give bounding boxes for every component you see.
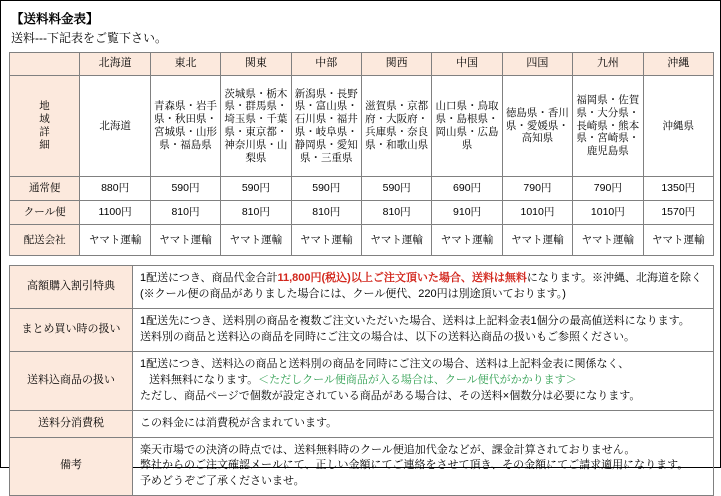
note-body-discount: [133, 266, 714, 309]
fee-table-body: [10, 76, 714, 256]
cool-price-chubu: 810円: [291, 201, 361, 225]
cool-price-kanto: 810円: [221, 201, 291, 225]
note-text: 送料無料になります。: [149, 373, 259, 386]
carrier-row: [10, 225, 714, 256]
row-header-carrier: 配送会社: [10, 225, 80, 256]
carrier-okinawa: ヤマト運輸: [643, 225, 713, 256]
column-header-kyushu: 九州: [573, 53, 643, 76]
column-header-shikoku: 四国: [502, 53, 572, 76]
note-line: [140, 458, 706, 474]
note-row-discount: [10, 266, 714, 309]
cool-delivery-row: [10, 201, 714, 225]
region-detail-tohoku: 青森県・岩手県・秋田県・宮城県・山形県・福島県: [150, 76, 220, 177]
region-detail-kansai: 滋賀県・京都府・大阪府・兵庫県・奈良県・和歌山県: [361, 76, 431, 177]
note-row-bulk: [10, 308, 714, 351]
column-header-kanto: 関東: [221, 53, 291, 76]
note-text: 弊社からのご注文確認メールにて、正しい金額にてご連絡をさせて頂き、その金額にてご請求適用になります。: [140, 459, 689, 472]
row-header-normal-delivery: 通常便: [10, 177, 80, 201]
normal-price-okinawa: 1350円: [643, 177, 713, 201]
subtitle-text: 送料---下記表をご覧下さい。: [11, 31, 167, 45]
column-header-okinawa: 沖縄: [643, 53, 713, 76]
shipping-notes-body: [10, 266, 714, 496]
note-line: [140, 357, 706, 373]
page-title: [11, 9, 712, 27]
note-header-tax: 送料分消費税: [10, 410, 133, 437]
fee-table-corner: [10, 53, 80, 76]
normal-price-chugoku: 690円: [432, 177, 502, 201]
note-text: 1配送につき、送料込の商品と送料別の商品を同時にご注文の場合、送料は上記料金表に関係なく、: [140, 357, 630, 370]
normal-delivery-row: [10, 177, 714, 201]
note-header-discount: 高額購入割引特典: [10, 266, 133, 309]
carrier-kyushu: ヤマト運輸: [573, 225, 643, 256]
column-header-tohoku: 東北: [150, 53, 220, 76]
column-header-chubu: 中部: [291, 53, 361, 76]
note-body-tax: [133, 410, 714, 437]
note-line: [140, 389, 706, 405]
normal-price-kansai: 590円: [361, 177, 431, 201]
note-line: [140, 416, 706, 432]
carrier-chubu: ヤマト運輸: [291, 225, 361, 256]
region-detail-hokkaido: 北海道: [80, 76, 150, 177]
region-label-line-1: 地: [39, 100, 51, 113]
note-line: [140, 271, 706, 287]
fee-table-header-row: [10, 53, 714, 76]
note-text: になります。※沖縄、北海道を除く: [526, 272, 702, 284]
region-detail-kanto: 茨城県・栃木県・群馬県・埼玉県・千葉県・東京都・神奈川県・山梨県: [221, 76, 291, 177]
region-detail-okinawa: 沖縄県: [643, 76, 713, 177]
normal-price-hokkaido: 880円: [80, 177, 150, 201]
note-row-included: [10, 351, 714, 410]
row-header-cool-delivery: クール便: [10, 201, 80, 225]
page-subtitle: [11, 29, 712, 46]
cool-price-okinawa: 1570円: [643, 201, 713, 225]
note-text-highlight: 11,800円(税込)以上ご注文頂いた場合、送料は無料: [277, 272, 527, 284]
note-line: [140, 314, 706, 330]
note-body-included: [133, 351, 714, 410]
cool-price-kansai: 810円: [361, 201, 431, 225]
column-header-chugoku: 中国: [432, 53, 502, 76]
cool-price-chugoku: 910円: [432, 201, 502, 225]
note-text: (※クール便の商品がありました場合には、クール便代、220円は別途頂いております。): [140, 287, 566, 300]
normal-price-kyushu: 790円: [573, 177, 643, 201]
note-body-bulk: [133, 308, 714, 351]
note-text: 予めどうぞご了承くださいませ。: [140, 475, 305, 488]
region-detail-chubu: 新潟県・長野県・富山県・石川県・福井県・岐阜県・静岡県・愛知県・三重県: [291, 76, 361, 177]
cool-price-hokkaido: 1100円: [80, 201, 150, 225]
carrier-tohoku: ヤマト運輸: [150, 225, 220, 256]
title-text: 【送料料金表】: [11, 12, 99, 26]
note-header-included: 送料込商品の扱い: [10, 351, 133, 410]
note-body-remarks: [133, 437, 714, 496]
normal-price-kanto: 590円: [221, 177, 291, 201]
note-text: ただし、商品ページで個数が設定されている商品がある場合は、その送料×個数分は必要になります。: [140, 389, 641, 402]
note-line: [140, 373, 706, 389]
carrier-hokkaido: ヤマト運輸: [80, 225, 150, 256]
carrier-kanto: ヤマト運輸: [221, 225, 291, 256]
note-text-highlight: ＜ただしクール便商品が入る場合は、クール便代がかかります＞: [258, 373, 577, 386]
note-header-bulk: まとめ買い時の扱い: [10, 308, 133, 351]
region-detail-chugoku: 山口県・鳥取県・島根県・岡山県・広島県: [432, 76, 502, 177]
note-line: [140, 474, 706, 490]
row-header-region-detail: [10, 76, 80, 177]
fee-table-head: [10, 53, 714, 76]
column-header-kansai: 関西: [361, 53, 431, 76]
column-header-hokkaido: 北海道: [80, 53, 150, 76]
note-row-remarks: [10, 437, 714, 496]
cool-price-shikoku: 1010円: [502, 201, 572, 225]
carrier-kansai: ヤマト運輸: [361, 225, 431, 256]
region-label-line-4: 細: [39, 138, 51, 151]
shipping-notes-table: [9, 265, 714, 496]
region-detail-row: [10, 76, 714, 177]
note-line: [140, 330, 706, 346]
region-detail-shikoku: 徳島県・香川県・愛媛県・高知県: [502, 76, 572, 177]
normal-price-tohoku: 590円: [150, 177, 220, 201]
region-label-line-3: 詳: [39, 126, 51, 138]
normal-price-chubu: 590円: [291, 177, 361, 201]
note-row-tax: [10, 410, 714, 437]
carrier-shikoku: ヤマト運輸: [502, 225, 572, 256]
note-text: 1配送につき、商品代金合計: [140, 272, 278, 284]
note-line: [140, 287, 706, 303]
note-text: 送料別の商品と送料込の商品を同時にご注文の場合は、以下の送料込商品の扱いもご参照ください。: [140, 330, 635, 343]
note-text: 1配送先につき、送料別の商品を複数ご注文いただいた場合、送料は上記料金表1個分の最高値送料になります。: [140, 314, 690, 327]
note-header-remarks: 備考: [10, 437, 133, 496]
cool-price-kyushu: 1010円: [573, 201, 643, 225]
carrier-chugoku: ヤマト運輸: [432, 225, 502, 256]
note-line: [140, 443, 706, 459]
normal-price-shikoku: 790円: [502, 177, 572, 201]
shipping-fee-table: [9, 52, 714, 256]
region-detail-kyushu: 福岡県・佐賀県・大分県・長崎県・熊本県・宮崎県・鹿児島県: [573, 76, 643, 177]
region-label-line-2: 域: [39, 113, 51, 126]
note-text: 楽天市場での決済の時点では、送料無料時のクール便追加代金などが、課金計算されておりません。: [140, 443, 636, 456]
cool-price-tohoku: 810円: [150, 201, 220, 225]
note-text: この料金には消費税が含まれています。: [140, 416, 338, 429]
